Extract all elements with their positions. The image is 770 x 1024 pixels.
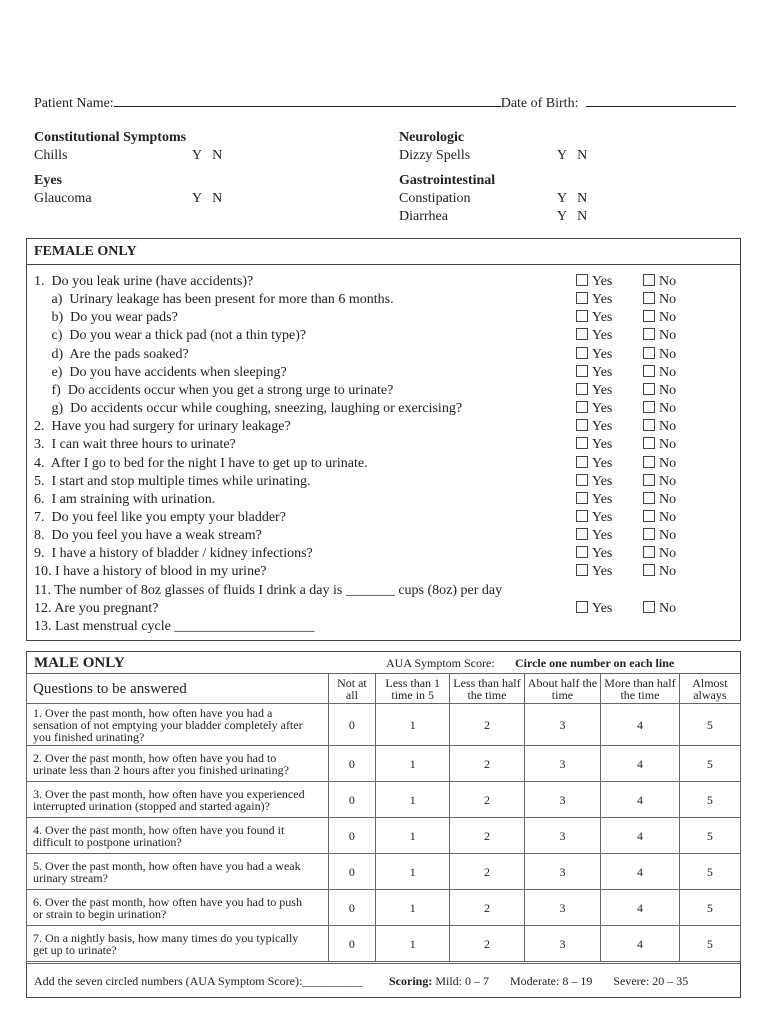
score-option[interactable]: 5 <box>679 926 740 962</box>
female-question: d) Are the pads soaked? <box>34 346 189 362</box>
no-checkbox[interactable] <box>643 510 676 526</box>
female-question: 7. Do you feel like you empty your bladder? <box>34 509 286 525</box>
female-question: 9. I have a history of bladder / kidney infections? <box>34 546 313 562</box>
checkbox-icon[interactable] <box>643 310 655 322</box>
female-question: 1. Do you leak urine (have accidents)? <box>34 274 254 289</box>
score-option[interactable]: 4 <box>601 782 680 818</box>
aua-score-label: AUA Symptom Score: <box>386 656 495 670</box>
score-option[interactable]: 2 <box>450 746 525 782</box>
no-label: No <box>659 528 677 544</box>
score-option[interactable]: 4 <box>601 890 680 926</box>
section-title: Constitutional Symptoms <box>34 130 187 145</box>
score-option[interactable]: 1 <box>376 890 450 926</box>
checkbox-icon[interactable] <box>576 437 588 449</box>
yes-checkbox[interactable] <box>576 437 612 453</box>
score-option[interactable]: 1 <box>376 782 450 818</box>
score-option[interactable]: 4 <box>601 704 680 746</box>
score-option[interactable]: 0 <box>328 890 376 926</box>
aua-question-row <box>27 818 741 854</box>
female-question: f) Do accidents occur when you get a strong urge to urinate? <box>34 382 394 398</box>
checkbox-icon[interactable] <box>643 274 655 286</box>
yes-checkbox[interactable] <box>576 510 612 526</box>
score-option[interactable]: 0 <box>328 746 376 782</box>
male-only-title: MALE ONLY <box>34 655 125 671</box>
yes-no-option[interactable]: Y N <box>557 209 588 224</box>
yes-checkbox[interactable] <box>576 310 612 326</box>
score-option[interactable]: 2 <box>450 782 525 818</box>
yes-label: Yes <box>592 528 613 544</box>
aua-question: 7. On a nightly basis, how many times do you typically get up to urinate? <box>27 926 329 962</box>
score-option[interactable]: 0 <box>328 782 376 818</box>
aua-header-row <box>27 674 741 704</box>
female-question: 10. I have a history of blood in my urine? <box>34 564 267 580</box>
no-checkbox[interactable] <box>643 274 676 290</box>
column-header: Not at all <box>328 674 376 704</box>
aua-question-row <box>27 782 741 818</box>
score-option[interactable]: 4 <box>601 854 680 890</box>
score-option[interactable]: 2 <box>450 704 525 746</box>
yes-checkbox[interactable] <box>576 419 612 435</box>
aua-total-label: Add the seven circled numbers (AUA Symptom Score):__________ <box>34 974 363 988</box>
aua-question: 1. Over the past month, how often have you had a sensation of not emptying your bladder completely after you finished urinating? <box>27 704 329 746</box>
yes-label: Yes <box>592 473 613 489</box>
yes-label: Yes <box>592 328 613 344</box>
yes-label: Yes <box>592 564 613 580</box>
no-checkbox[interactable] <box>643 492 676 508</box>
no-label: No <box>659 509 677 525</box>
patient-name-field[interactable] <box>114 94 501 107</box>
female-question: 3. I can wait three hours to urinate? <box>34 437 236 453</box>
questions-header: Questions to be answered <box>27 674 329 704</box>
score-option[interactable]: 0 <box>328 926 376 962</box>
yes-label: Yes <box>592 437 613 453</box>
checkbox-icon[interactable] <box>643 456 655 468</box>
symptom-label: Constipation <box>399 191 471 206</box>
scoring-severe: Severe: 20 – 35 <box>613 974 689 988</box>
score-option[interactable]: 5 <box>679 704 740 746</box>
score-option[interactable]: 3 <box>524 854 600 890</box>
female-question: 5. I start and stop multiple times while urinating. <box>34 473 311 489</box>
score-option[interactable]: 3 <box>524 704 600 746</box>
checkbox-icon[interactable] <box>576 492 588 504</box>
checkbox-icon[interactable] <box>643 419 655 431</box>
no-label: No <box>659 564 677 580</box>
checkbox-icon[interactable] <box>643 546 655 558</box>
score-option[interactable]: 5 <box>679 746 740 782</box>
checkbox-icon[interactable] <box>576 528 588 540</box>
no-label: No <box>659 600 677 616</box>
aua-table <box>26 673 741 962</box>
checkbox-icon[interactable] <box>643 492 655 504</box>
score-option[interactable]: 5 <box>679 818 740 854</box>
female-question: 6. I am straining with urination. <box>34 491 216 507</box>
score-option[interactable]: 4 <box>601 746 680 782</box>
checkbox-icon[interactable] <box>576 328 588 340</box>
yes-checkbox[interactable] <box>576 328 612 344</box>
yes-no-option[interactable]: Y N <box>557 148 588 163</box>
column-header: About half the time <box>524 674 600 704</box>
yes-checkbox[interactable] <box>576 601 612 617</box>
checkbox-icon[interactable] <box>643 365 655 377</box>
yes-checkbox[interactable] <box>576 456 612 472</box>
aua-question: 3. Over the past month, how often have you experienced interrupted urination (stopped and started again)? <box>27 782 329 818</box>
symptom-label: Diarrhea <box>399 209 448 224</box>
yes-label: Yes <box>592 292 613 308</box>
yes-label: Yes <box>592 346 613 362</box>
no-checkbox[interactable] <box>643 347 676 363</box>
score-option[interactable]: 2 <box>450 854 525 890</box>
checkbox-icon[interactable] <box>576 401 588 413</box>
checkbox-icon[interactable] <box>643 564 655 576</box>
no-label: No <box>659 346 677 362</box>
yes-label: Yes <box>592 274 613 289</box>
no-checkbox[interactable] <box>643 564 676 580</box>
section-title: Gastrointestinal <box>399 173 496 188</box>
score-option[interactable]: 0 <box>328 818 376 854</box>
score-option[interactable]: 5 <box>679 782 740 818</box>
yes-no-option[interactable]: Y N <box>557 191 588 206</box>
no-checkbox[interactable] <box>643 310 676 326</box>
symptom-label: Glaucoma <box>34 191 92 206</box>
no-checkbox[interactable] <box>643 456 676 472</box>
checkbox-icon[interactable] <box>643 292 655 304</box>
no-checkbox[interactable] <box>643 328 676 344</box>
checkbox-icon[interactable] <box>643 474 655 486</box>
section-title: Neurologic <box>399 130 465 145</box>
checkbox-icon[interactable] <box>643 437 655 449</box>
score-option[interactable]: 2 <box>450 926 525 962</box>
female-question: 13. Last menstrual cycle ____________________ <box>34 618 315 634</box>
checkbox-icon[interactable] <box>643 401 655 413</box>
checkbox-icon[interactable] <box>643 528 655 540</box>
aua-question: 2. Over the past month, how often have you had to urinate less than 2 hours after you finished urinating? <box>27 746 329 782</box>
checkbox-icon[interactable] <box>576 564 588 576</box>
score-option[interactable]: 1 <box>376 854 450 890</box>
no-checkbox[interactable] <box>643 437 676 453</box>
score-option[interactable]: 1 <box>376 926 450 962</box>
aua-question-row <box>27 746 741 782</box>
yes-checkbox[interactable] <box>576 365 612 381</box>
checkbox-icon[interactable] <box>643 383 655 395</box>
no-label: No <box>659 455 677 471</box>
female-question: 11. The number of 8oz glasses of fluids I drink a day is _______ cups (8oz) per day <box>34 582 503 598</box>
scoring-mild: Mild: 0 – 7 <box>435 974 490 988</box>
yes-checkbox[interactable] <box>576 564 612 580</box>
checkbox-icon[interactable] <box>576 474 588 486</box>
score-option[interactable]: 0 <box>328 854 376 890</box>
score-option[interactable]: 3 <box>524 926 600 962</box>
checkbox-icon[interactable] <box>576 274 588 286</box>
column-header: Less than 1 time in 5 <box>376 674 450 704</box>
checkbox-icon[interactable] <box>576 383 588 395</box>
no-label: No <box>659 419 677 435</box>
checkbox-icon[interactable] <box>576 510 588 522</box>
yes-no-option[interactable]: Y N <box>192 191 223 206</box>
yes-checkbox[interactable] <box>576 292 612 308</box>
patient-name-row <box>34 94 736 112</box>
scoring-moderate: Moderate: 8 – 19 <box>510 974 593 988</box>
yes-checkbox[interactable] <box>576 492 612 508</box>
yes-label: Yes <box>592 546 613 562</box>
no-checkbox[interactable] <box>643 365 676 381</box>
checkbox-icon[interactable] <box>643 347 655 359</box>
checkbox-icon[interactable] <box>576 456 588 468</box>
symptom-label: Chills <box>34 148 68 163</box>
score-option[interactable]: 1 <box>376 704 450 746</box>
aua-question-row <box>27 854 741 890</box>
score-option[interactable]: 1 <box>376 746 450 782</box>
score-option[interactable]: 4 <box>601 926 680 962</box>
symptom-label: Dizzy Spells <box>399 148 471 163</box>
female-question: a) Urinary leakage has been present for more than 6 months. <box>34 292 394 308</box>
checkbox-icon[interactable] <box>576 347 588 359</box>
checkbox-icon[interactable] <box>643 510 655 522</box>
no-checkbox[interactable] <box>643 292 676 308</box>
yes-checkbox[interactable] <box>576 528 612 544</box>
checkbox-icon[interactable] <box>643 328 655 340</box>
aua-question-row <box>27 926 741 962</box>
female-only-title: FEMALE ONLY <box>34 244 137 259</box>
scoring-row <box>389 974 688 989</box>
no-label: No <box>659 310 677 326</box>
checkbox-icon[interactable] <box>576 601 588 613</box>
aua-question: 4. Over the past month, how often have you found it difficult to postpone urination? <box>27 818 329 854</box>
checkbox-icon[interactable] <box>576 310 588 322</box>
yes-checkbox[interactable] <box>576 401 612 417</box>
yes-label: Yes <box>592 509 613 525</box>
yes-label: Yes <box>592 310 613 326</box>
yes-label: Yes <box>592 382 613 398</box>
no-label: No <box>659 328 677 344</box>
yes-label: Yes <box>592 600 613 616</box>
aua-question: 6. Over the past month, how often have you had to push or strain to begin urination? <box>27 890 329 926</box>
no-checkbox[interactable] <box>643 546 676 562</box>
aua-question-row <box>27 704 741 746</box>
score-option[interactable]: 5 <box>679 890 740 926</box>
score-option[interactable]: 3 <box>524 890 600 926</box>
female-question: 12. Are you pregnant? <box>34 600 159 616</box>
aua-question: 5. Over the past month, how often have you had a weak urinary stream? <box>27 854 329 890</box>
yes-checkbox[interactable] <box>576 546 612 562</box>
no-checkbox[interactable] <box>643 401 676 417</box>
female-question: g) Do accidents occur while coughing, sneezing, laughing or exercising? <box>34 401 463 417</box>
yes-checkbox[interactable] <box>576 474 612 490</box>
aua-question-row <box>27 890 741 926</box>
section-title: Eyes <box>34 173 62 188</box>
score-option[interactable]: 3 <box>524 818 600 854</box>
female-question: 2. Have you had surgery for urinary leakage? <box>34 419 291 435</box>
checkbox-icon[interactable] <box>576 546 588 558</box>
yes-no-option[interactable]: Y N <box>192 148 223 163</box>
yes-label: Yes <box>592 364 613 380</box>
scoring-label: Scoring: <box>389 974 433 988</box>
no-label: No <box>659 437 677 453</box>
no-checkbox[interactable] <box>643 383 676 399</box>
yes-label: Yes <box>592 455 613 471</box>
patient-name-label: Patient Name: <box>34 96 114 111</box>
column-header: Less than half the time <box>450 674 525 704</box>
dob-field[interactable] <box>586 94 736 107</box>
column-header: Almost always <box>679 674 740 704</box>
female-question: 4. After I go to bed for the night I have to get up to urinate. <box>34 455 368 471</box>
yes-label: Yes <box>592 491 613 507</box>
no-label: No <box>659 491 677 507</box>
dob-label: Date of Birth: <box>500 96 579 111</box>
yes-checkbox[interactable] <box>576 383 612 399</box>
checkbox-icon[interactable] <box>643 601 655 613</box>
column-header: More than half the time <box>601 674 680 704</box>
yes-checkbox[interactable] <box>576 274 612 290</box>
checkbox-icon[interactable] <box>576 419 588 431</box>
yes-label: Yes <box>592 419 613 435</box>
no-label: No <box>659 473 677 489</box>
score-option[interactable]: 4 <box>601 818 680 854</box>
checkbox-icon[interactable] <box>576 292 588 304</box>
female-question: e) Do you have accidents when sleeping? <box>34 364 287 380</box>
no-checkbox[interactable] <box>643 419 676 435</box>
no-label: No <box>659 401 677 417</box>
yes-checkbox[interactable] <box>576 347 612 363</box>
checkbox-icon[interactable] <box>576 365 588 377</box>
score-option[interactable]: 0 <box>328 704 376 746</box>
no-checkbox[interactable] <box>643 601 676 617</box>
no-label: No <box>659 546 677 562</box>
female-question: c) Do you wear a thick pad (not a thin type)? <box>34 328 307 344</box>
score-option[interactable]: 2 <box>450 890 525 926</box>
no-label: No <box>659 292 677 308</box>
score-option[interactable]: 3 <box>524 746 600 782</box>
yes-label: Yes <box>592 401 613 417</box>
score-option[interactable]: 1 <box>376 818 450 854</box>
score-option[interactable]: 2 <box>450 818 525 854</box>
no-label: No <box>659 382 677 398</box>
score-option[interactable]: 5 <box>679 854 740 890</box>
no-label: No <box>659 274 677 289</box>
no-checkbox[interactable] <box>643 474 676 490</box>
female-question: 8. Do you feel you have a weak stream? <box>34 528 262 544</box>
score-option[interactable]: 3 <box>524 782 600 818</box>
no-label: No <box>659 364 677 380</box>
aua-instruction: Circle one number on each line <box>515 656 675 670</box>
female-question: b) Do you wear pads? <box>34 310 178 326</box>
no-checkbox[interactable] <box>643 528 676 544</box>
